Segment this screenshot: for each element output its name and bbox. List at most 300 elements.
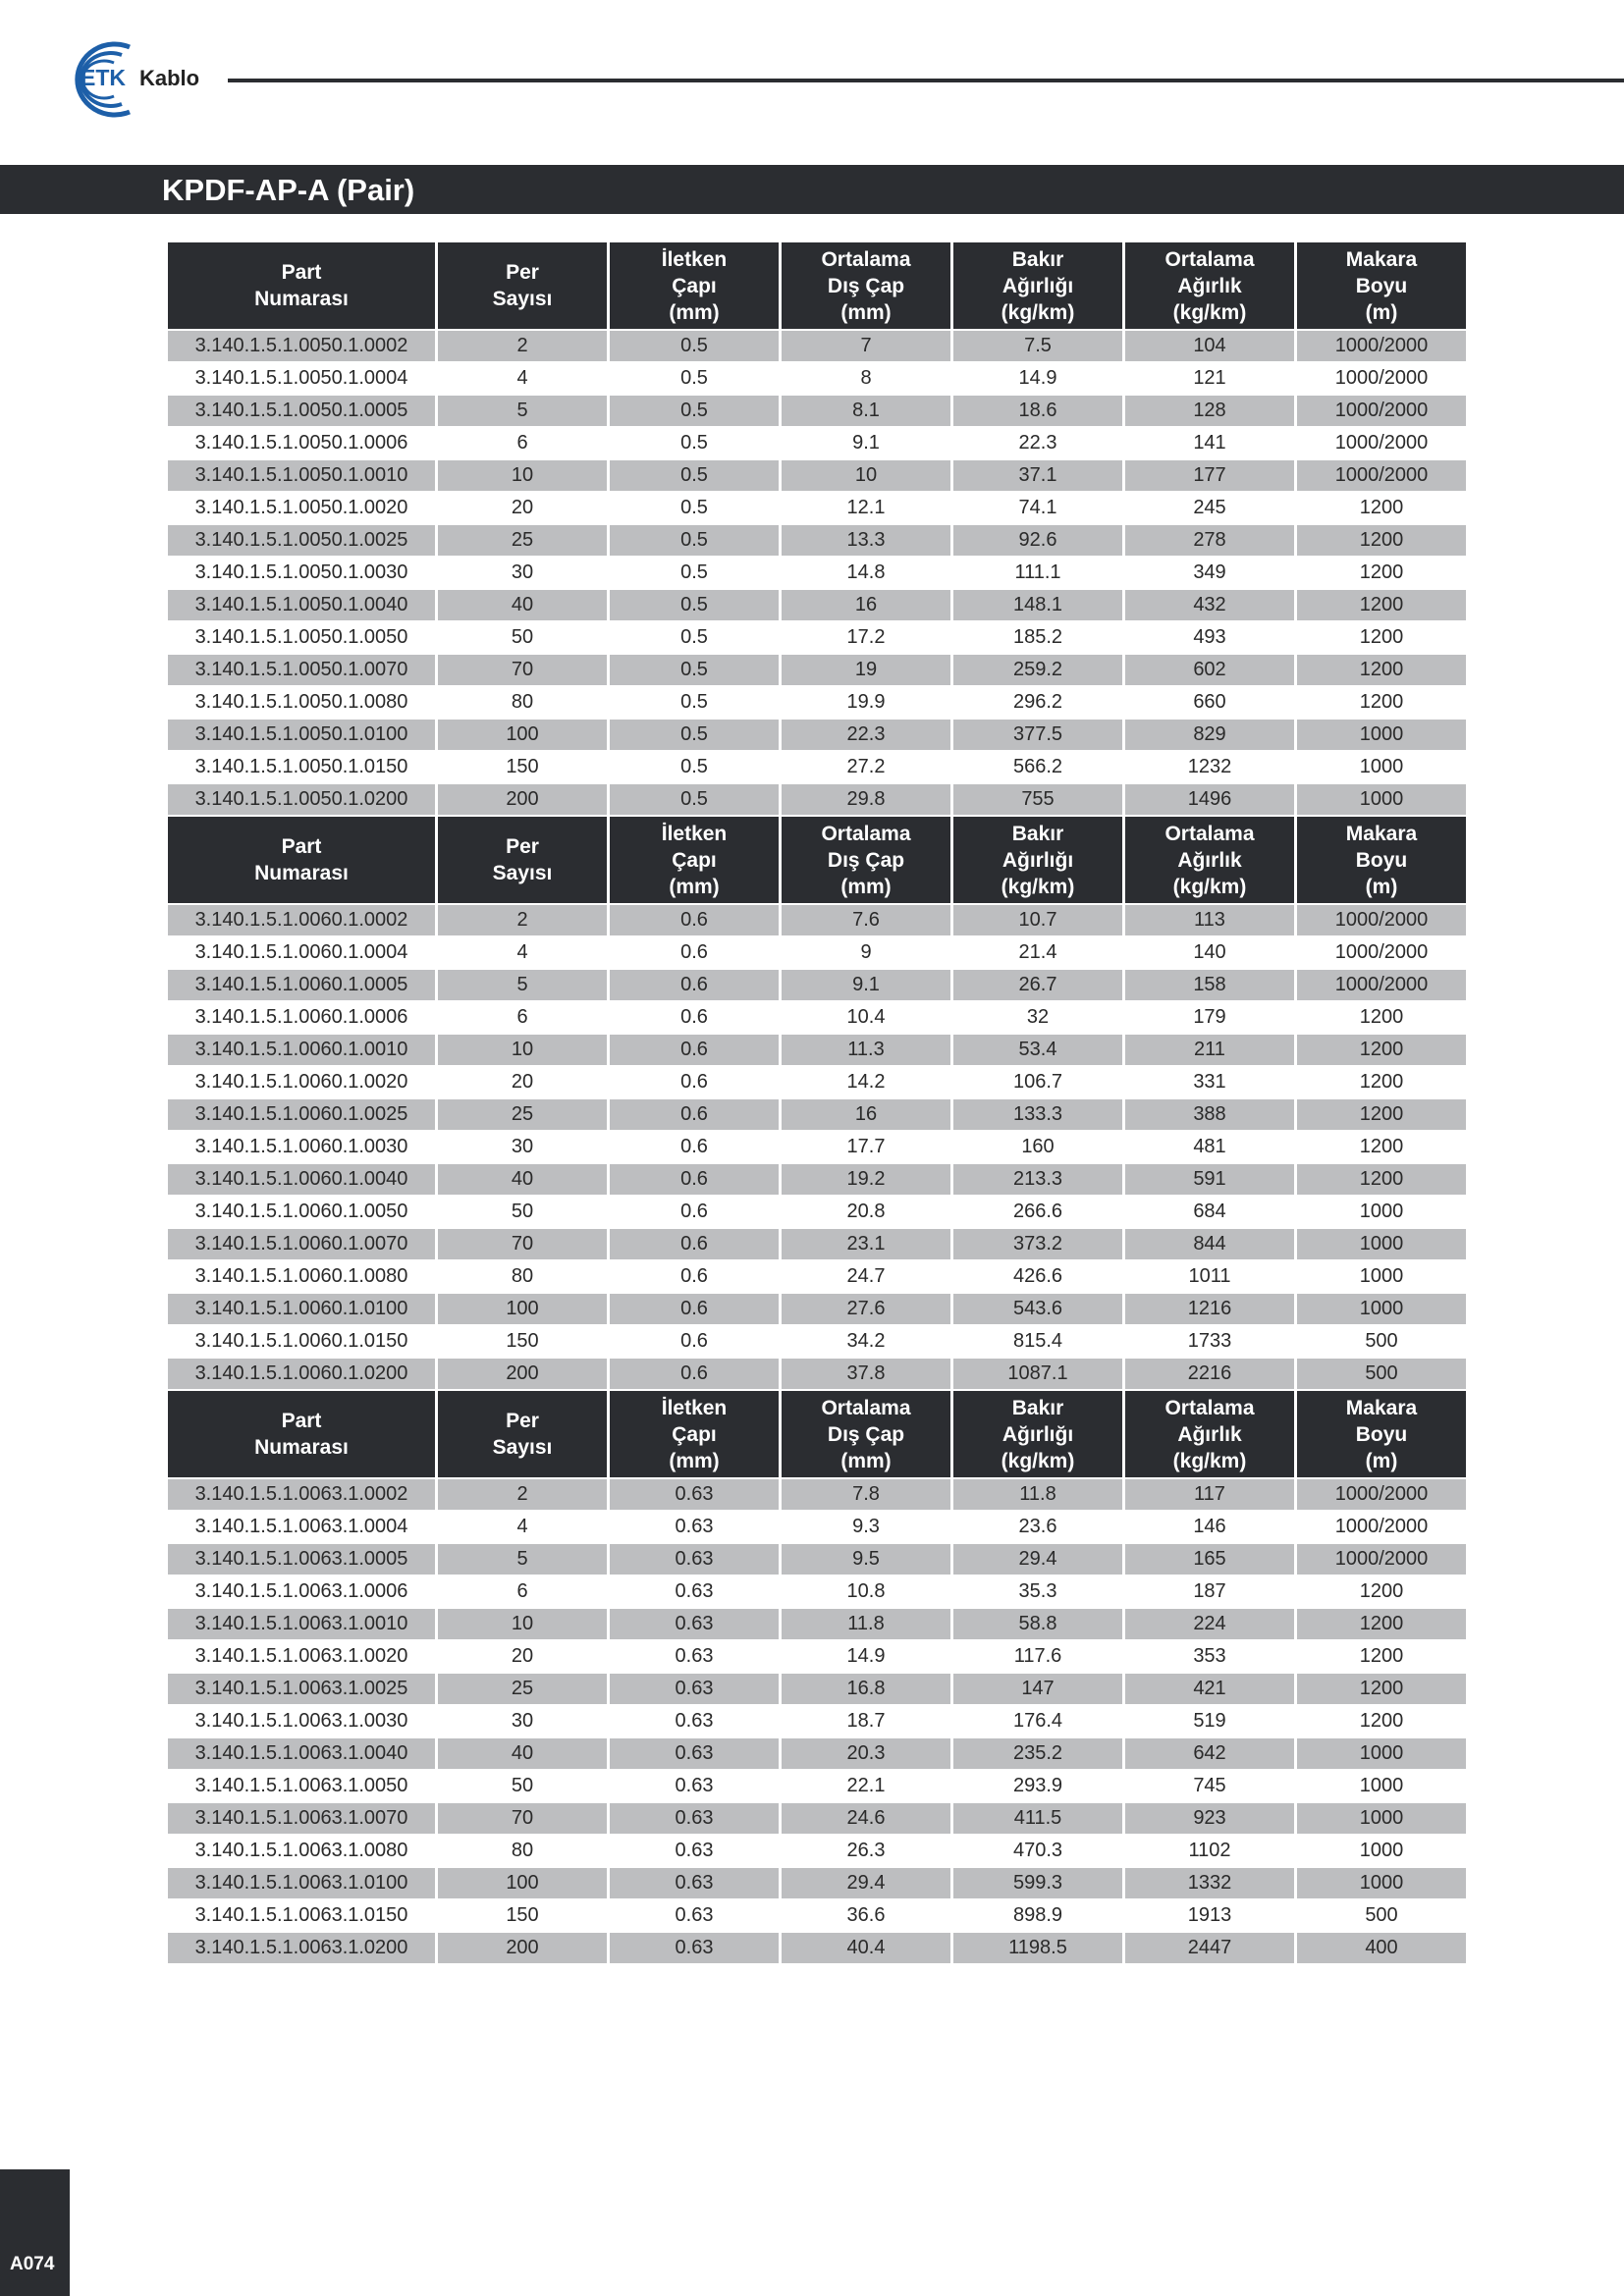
table-row xyxy=(168,970,1466,1000)
cell-part-number: 3.140.1.5.1.0060.1.0020 xyxy=(168,1067,435,1097)
cell-conductor-diameter: 0.6 xyxy=(610,1359,779,1389)
column-header-part-number: Part Numarası xyxy=(168,817,435,903)
cell-reel-length: 1000 xyxy=(1297,720,1466,750)
cell-outer-diameter: 9.1 xyxy=(782,428,950,458)
column-header-average-weight: Ortalama Ağırlık (kg/km) xyxy=(1125,1391,1294,1477)
cell-outer-diameter: 19.2 xyxy=(782,1164,950,1195)
cell-copper-weight: 426.6 xyxy=(953,1261,1122,1292)
table-header-row xyxy=(168,1391,1466,1477)
cell-reel-length: 500 xyxy=(1297,1359,1466,1389)
cell-copper-weight: 26.7 xyxy=(953,970,1122,1000)
table-row xyxy=(168,1479,1466,1510)
table-row xyxy=(168,525,1466,556)
cell-conductor-diameter: 0.6 xyxy=(610,1294,779,1324)
cell-pair-count: 70 xyxy=(438,1229,607,1259)
cell-pair-count: 80 xyxy=(438,1836,607,1866)
cell-reel-length: 1000/2000 xyxy=(1297,331,1466,361)
cell-outer-diameter: 7 xyxy=(782,331,950,361)
cell-copper-weight: 815.4 xyxy=(953,1326,1122,1357)
cell-conductor-diameter: 0.6 xyxy=(610,970,779,1000)
cell-outer-diameter: 36.6 xyxy=(782,1900,950,1931)
cell-part-number: 3.140.1.5.1.0060.1.0040 xyxy=(168,1164,435,1195)
cell-pair-count: 40 xyxy=(438,1738,607,1769)
cell-outer-diameter: 7.6 xyxy=(782,905,950,935)
table-row xyxy=(168,720,1466,750)
cell-conductor-diameter: 0.63 xyxy=(610,1706,779,1736)
column-header-pair-count: Per Sayısı xyxy=(438,817,607,903)
table-row xyxy=(168,655,1466,685)
table-row xyxy=(168,590,1466,620)
table-row xyxy=(168,1609,1466,1639)
cell-conductor-diameter: 0.63 xyxy=(610,1771,779,1801)
cell-conductor-diameter: 0.5 xyxy=(610,363,779,394)
cell-conductor-diameter: 0.63 xyxy=(610,1868,779,1898)
column-header-outer-diameter: Ortalama Dış Çap (mm) xyxy=(782,1391,950,1477)
cell-copper-weight: 32 xyxy=(953,1002,1122,1033)
cell-part-number: 3.140.1.5.1.0050.1.0002 xyxy=(168,331,435,361)
cell-reel-length: 1000/2000 xyxy=(1297,1512,1466,1542)
cell-conductor-diameter: 0.63 xyxy=(610,1933,779,1963)
cell-outer-diameter: 24.7 xyxy=(782,1261,950,1292)
cell-part-number: 3.140.1.5.1.0063.1.0070 xyxy=(168,1803,435,1834)
cell-part-number: 3.140.1.5.1.0050.1.0080 xyxy=(168,687,435,718)
cell-outer-diameter: 40.4 xyxy=(782,1933,950,1963)
cell-reel-length: 500 xyxy=(1297,1900,1466,1931)
cell-outer-diameter: 18.7 xyxy=(782,1706,950,1736)
cell-copper-weight: 1198.5 xyxy=(953,1933,1122,1963)
column-header-conductor-diameter: İletken Çapı (mm) xyxy=(610,1391,779,1477)
cell-conductor-diameter: 0.5 xyxy=(610,460,779,491)
cell-reel-length: 1000 xyxy=(1297,1771,1466,1801)
table-row xyxy=(168,1261,1466,1292)
cell-conductor-diameter: 0.6 xyxy=(610,1099,779,1130)
cell-average-weight: 493 xyxy=(1125,622,1294,653)
cell-average-weight: 1913 xyxy=(1125,1900,1294,1931)
cell-reel-length: 400 xyxy=(1297,1933,1466,1963)
cell-part-number: 3.140.1.5.1.0050.1.0150 xyxy=(168,752,435,782)
cell-average-weight: 684 xyxy=(1125,1197,1294,1227)
table-row xyxy=(168,1641,1466,1672)
title-bar xyxy=(0,165,1624,214)
cell-copper-weight: 106.7 xyxy=(953,1067,1122,1097)
cell-pair-count: 6 xyxy=(438,1002,607,1033)
cell-outer-diameter: 37.8 xyxy=(782,1359,950,1389)
cell-outer-diameter: 8 xyxy=(782,363,950,394)
cell-outer-diameter: 16 xyxy=(782,1099,950,1130)
cell-conductor-diameter: 0.5 xyxy=(610,396,779,426)
column-header-pair-count: Per Sayısı xyxy=(438,242,607,329)
cell-reel-length: 1200 xyxy=(1297,1641,1466,1672)
cell-reel-length: 1000 xyxy=(1297,1261,1466,1292)
cell-outer-diameter: 9.5 xyxy=(782,1544,950,1575)
cell-part-number: 3.140.1.5.1.0063.1.0030 xyxy=(168,1706,435,1736)
table-row xyxy=(168,687,1466,718)
cell-conductor-diameter: 0.6 xyxy=(610,1164,779,1195)
cell-reel-length: 1200 xyxy=(1297,1576,1466,1607)
logo-kablo-text: Kablo xyxy=(139,66,200,90)
cell-reel-length: 1000/2000 xyxy=(1297,396,1466,426)
cell-outer-diameter: 9.3 xyxy=(782,1512,950,1542)
cell-part-number: 3.140.1.5.1.0060.1.0150 xyxy=(168,1326,435,1357)
cell-part-number: 3.140.1.5.1.0060.1.0070 xyxy=(168,1229,435,1259)
cell-average-weight: 2447 xyxy=(1125,1933,1294,1963)
cell-part-number: 3.140.1.5.1.0063.1.0150 xyxy=(168,1900,435,1931)
cell-pair-count: 20 xyxy=(438,1067,607,1097)
cell-outer-diameter: 11.3 xyxy=(782,1035,950,1065)
cell-copper-weight: 117.6 xyxy=(953,1641,1122,1672)
cell-copper-weight: 74.1 xyxy=(953,493,1122,523)
cell-outer-diameter: 9.1 xyxy=(782,970,950,1000)
cell-outer-diameter: 20.3 xyxy=(782,1738,950,1769)
column-header-average-weight: Ortalama Ağırlık (kg/km) xyxy=(1125,817,1294,903)
cell-copper-weight: 22.3 xyxy=(953,428,1122,458)
cell-reel-length: 500 xyxy=(1297,1326,1466,1357)
cell-reel-length: 1000/2000 xyxy=(1297,905,1466,935)
cell-part-number: 3.140.1.5.1.0060.1.0002 xyxy=(168,905,435,935)
cell-copper-weight: 133.3 xyxy=(953,1099,1122,1130)
cell-copper-weight: 11.8 xyxy=(953,1479,1122,1510)
cell-pair-count: 200 xyxy=(438,1933,607,1963)
cell-average-weight: 117 xyxy=(1125,1479,1294,1510)
cell-reel-length: 1000/2000 xyxy=(1297,428,1466,458)
table-row xyxy=(168,784,1466,815)
cell-reel-length: 1000/2000 xyxy=(1297,363,1466,394)
table-row xyxy=(168,905,1466,935)
cell-copper-weight: 470.3 xyxy=(953,1836,1122,1866)
cell-outer-diameter: 14.2 xyxy=(782,1067,950,1097)
table-row xyxy=(168,331,1466,361)
cell-outer-diameter: 16 xyxy=(782,590,950,620)
cell-part-number: 3.140.1.5.1.0050.1.0070 xyxy=(168,655,435,685)
cell-average-weight: 141 xyxy=(1125,428,1294,458)
cell-average-weight: 481 xyxy=(1125,1132,1294,1162)
column-header-reel-length: Makara Boyu (m) xyxy=(1297,242,1466,329)
cell-average-weight: 1733 xyxy=(1125,1326,1294,1357)
cell-copper-weight: 37.1 xyxy=(953,460,1122,491)
cell-pair-count: 4 xyxy=(438,1512,607,1542)
cell-conductor-diameter: 0.6 xyxy=(610,937,779,968)
cell-conductor-diameter: 0.6 xyxy=(610,1002,779,1033)
cell-average-weight: 224 xyxy=(1125,1609,1294,1639)
cell-average-weight: 187 xyxy=(1125,1576,1294,1607)
cell-average-weight: 331 xyxy=(1125,1067,1294,1097)
cell-pair-count: 80 xyxy=(438,1261,607,1292)
cell-reel-length: 1000 xyxy=(1297,784,1466,815)
cell-reel-length: 1000/2000 xyxy=(1297,460,1466,491)
cell-pair-count: 20 xyxy=(438,493,607,523)
cell-pair-count: 50 xyxy=(438,622,607,653)
cell-outer-diameter: 14.9 xyxy=(782,1641,950,1672)
cell-average-weight: 165 xyxy=(1125,1544,1294,1575)
table-row xyxy=(168,1674,1466,1704)
table-row xyxy=(168,1359,1466,1389)
cell-reel-length: 1200 xyxy=(1297,1132,1466,1162)
cell-pair-count: 6 xyxy=(438,1576,607,1607)
cell-conductor-diameter: 0.5 xyxy=(610,687,779,718)
cell-part-number: 3.140.1.5.1.0060.1.0010 xyxy=(168,1035,435,1065)
cell-copper-weight: 259.2 xyxy=(953,655,1122,685)
cell-outer-diameter: 19.9 xyxy=(782,687,950,718)
cell-copper-weight: 176.4 xyxy=(953,1706,1122,1736)
column-header-copper-weight: Bakır Ağırlığı (kg/km) xyxy=(953,242,1122,329)
cell-average-weight: 245 xyxy=(1125,493,1294,523)
cell-pair-count: 50 xyxy=(438,1197,607,1227)
cell-part-number: 3.140.1.5.1.0050.1.0040 xyxy=(168,590,435,620)
cell-pair-count: 5 xyxy=(438,970,607,1000)
cell-copper-weight: 755 xyxy=(953,784,1122,815)
cell-average-weight: 432 xyxy=(1125,590,1294,620)
cell-pair-count: 4 xyxy=(438,937,607,968)
cell-copper-weight: 14.9 xyxy=(953,363,1122,394)
cell-copper-weight: 566.2 xyxy=(953,752,1122,782)
cell-pair-count: 70 xyxy=(438,655,607,685)
cell-average-weight: 642 xyxy=(1125,1738,1294,1769)
cell-average-weight: 211 xyxy=(1125,1035,1294,1065)
cell-copper-weight: 543.6 xyxy=(953,1294,1122,1324)
cell-pair-count: 5 xyxy=(438,1544,607,1575)
cell-average-weight: 113 xyxy=(1125,905,1294,935)
cell-copper-weight: 21.4 xyxy=(953,937,1122,968)
cell-reel-length: 1000 xyxy=(1297,752,1466,782)
cell-pair-count: 200 xyxy=(438,1359,607,1389)
cell-pair-count: 150 xyxy=(438,752,607,782)
cell-reel-length: 1000 xyxy=(1297,1738,1466,1769)
cell-part-number: 3.140.1.5.1.0050.1.0004 xyxy=(168,363,435,394)
cell-outer-diameter: 9 xyxy=(782,937,950,968)
cell-pair-count: 25 xyxy=(438,1099,607,1130)
cell-pair-count: 100 xyxy=(438,1294,607,1324)
cell-average-weight: 388 xyxy=(1125,1099,1294,1130)
cell-pair-count: 5 xyxy=(438,396,607,426)
cell-reel-length: 1200 xyxy=(1297,1099,1466,1130)
cell-copper-weight: 235.2 xyxy=(953,1738,1122,1769)
cell-reel-length: 1000 xyxy=(1297,1197,1466,1227)
cell-reel-length: 1000/2000 xyxy=(1297,970,1466,1000)
cell-copper-weight: 29.4 xyxy=(953,1544,1122,1575)
cell-copper-weight: 148.1 xyxy=(953,590,1122,620)
cell-copper-weight: 160 xyxy=(953,1132,1122,1162)
cell-pair-count: 100 xyxy=(438,1868,607,1898)
cell-pair-count: 10 xyxy=(438,1035,607,1065)
table-row xyxy=(168,1067,1466,1097)
cell-conductor-diameter: 0.63 xyxy=(610,1900,779,1931)
cell-part-number: 3.140.1.5.1.0063.1.0050 xyxy=(168,1771,435,1801)
cell-part-number: 3.140.1.5.1.0060.1.0080 xyxy=(168,1261,435,1292)
column-header-copper-weight: Bakır Ağırlığı (kg/km) xyxy=(953,817,1122,903)
cell-copper-weight: 373.2 xyxy=(953,1229,1122,1259)
cell-average-weight: 591 xyxy=(1125,1164,1294,1195)
cell-pair-count: 20 xyxy=(438,1641,607,1672)
cell-pair-count: 30 xyxy=(438,1132,607,1162)
cell-copper-weight: 92.6 xyxy=(953,525,1122,556)
cell-part-number: 3.140.1.5.1.0060.1.0030 xyxy=(168,1132,435,1162)
page-title: KPDF-AP-A (Pair) xyxy=(162,173,415,207)
cell-outer-diameter: 10.4 xyxy=(782,1002,950,1033)
cell-reel-length: 1200 xyxy=(1297,1609,1466,1639)
column-header-outer-diameter: Ortalama Dış Çap (mm) xyxy=(782,817,950,903)
cell-copper-weight: 293.9 xyxy=(953,1771,1122,1801)
cell-pair-count: 150 xyxy=(438,1326,607,1357)
cell-conductor-diameter: 0.5 xyxy=(610,655,779,685)
cell-average-weight: 128 xyxy=(1125,396,1294,426)
cell-pair-count: 2 xyxy=(438,905,607,935)
page-number-box xyxy=(0,2169,70,2296)
cell-part-number: 3.140.1.5.1.0063.1.0010 xyxy=(168,1609,435,1639)
cell-pair-count: 10 xyxy=(438,1609,607,1639)
cell-copper-weight: 53.4 xyxy=(953,1035,1122,1065)
cell-conductor-diameter: 0.63 xyxy=(610,1512,779,1542)
cell-reel-length: 1200 xyxy=(1297,1067,1466,1097)
column-header-part-number: Part Numarası xyxy=(168,1391,435,1477)
cell-pair-count: 30 xyxy=(438,558,607,588)
cell-outer-diameter: 27.2 xyxy=(782,752,950,782)
cell-part-number: 3.140.1.5.1.0063.1.0040 xyxy=(168,1738,435,1769)
cell-copper-weight: 23.6 xyxy=(953,1512,1122,1542)
cell-part-number: 3.140.1.5.1.0063.1.0005 xyxy=(168,1544,435,1575)
cell-copper-weight: 898.9 xyxy=(953,1900,1122,1931)
cell-copper-weight: 377.5 xyxy=(953,720,1122,750)
cell-outer-diameter: 10.8 xyxy=(782,1576,950,1607)
table-row xyxy=(168,493,1466,523)
cell-copper-weight: 35.3 xyxy=(953,1576,1122,1607)
cell-copper-weight: 58.8 xyxy=(953,1609,1122,1639)
page-number: A074 xyxy=(10,2254,55,2274)
cell-outer-diameter: 24.6 xyxy=(782,1803,950,1834)
cell-pair-count: 2 xyxy=(438,331,607,361)
cell-average-weight: 844 xyxy=(1125,1229,1294,1259)
cell-pair-count: 4 xyxy=(438,363,607,394)
cell-average-weight: 421 xyxy=(1125,1674,1294,1704)
table-row xyxy=(168,1544,1466,1575)
cell-conductor-diameter: 0.63 xyxy=(610,1609,779,1639)
cell-part-number: 3.140.1.5.1.0060.1.0004 xyxy=(168,937,435,968)
cell-conductor-diameter: 0.63 xyxy=(610,1576,779,1607)
cell-average-weight: 1496 xyxy=(1125,784,1294,815)
cell-outer-diameter: 29.8 xyxy=(782,784,950,815)
cell-conductor-diameter: 0.6 xyxy=(610,905,779,935)
cell-average-weight: 519 xyxy=(1125,1706,1294,1736)
table-row xyxy=(168,937,1466,968)
cell-part-number: 3.140.1.5.1.0063.1.0002 xyxy=(168,1479,435,1510)
table-row xyxy=(168,1803,1466,1834)
table-row xyxy=(168,1933,1466,1963)
cell-conductor-diameter: 0.63 xyxy=(610,1674,779,1704)
cell-reel-length: 1200 xyxy=(1297,1674,1466,1704)
table-row xyxy=(168,1197,1466,1227)
cell-outer-diameter: 23.1 xyxy=(782,1229,950,1259)
cell-reel-length: 1000/2000 xyxy=(1297,937,1466,968)
cell-pair-count: 6 xyxy=(438,428,607,458)
cell-part-number: 3.140.1.5.1.0063.1.0004 xyxy=(168,1512,435,1542)
table-row xyxy=(168,1512,1466,1542)
cell-outer-diameter: 12.1 xyxy=(782,493,950,523)
cell-reel-length: 1200 xyxy=(1297,1164,1466,1195)
cell-copper-weight: 18.6 xyxy=(953,396,1122,426)
cell-average-weight: 353 xyxy=(1125,1641,1294,1672)
table-header-row xyxy=(168,242,1466,329)
cell-outer-diameter: 8.1 xyxy=(782,396,950,426)
logo-etk-text: ETK xyxy=(81,65,126,90)
cell-average-weight: 660 xyxy=(1125,687,1294,718)
cell-average-weight: 158 xyxy=(1125,970,1294,1000)
cell-reel-length: 1200 xyxy=(1297,655,1466,685)
cell-conductor-diameter: 0.63 xyxy=(610,1803,779,1834)
cell-part-number: 3.140.1.5.1.0050.1.0005 xyxy=(168,396,435,426)
cell-reel-length: 1000 xyxy=(1297,1836,1466,1866)
cell-part-number: 3.140.1.5.1.0060.1.0005 xyxy=(168,970,435,1000)
table-row xyxy=(168,1706,1466,1736)
cell-outer-diameter: 26.3 xyxy=(782,1836,950,1866)
cell-average-weight: 177 xyxy=(1125,460,1294,491)
column-header-copper-weight: Bakır Ağırlığı (kg/km) xyxy=(953,1391,1122,1477)
cell-conductor-diameter: 0.6 xyxy=(610,1229,779,1259)
cell-average-weight: 146 xyxy=(1125,1512,1294,1542)
cell-pair-count: 200 xyxy=(438,784,607,815)
cell-outer-diameter: 17.7 xyxy=(782,1132,950,1162)
cell-conductor-diameter: 0.6 xyxy=(610,1035,779,1065)
table-row xyxy=(168,1132,1466,1162)
cell-part-number: 3.140.1.5.1.0060.1.0100 xyxy=(168,1294,435,1324)
cell-conductor-diameter: 0.63 xyxy=(610,1479,779,1510)
cell-outer-diameter: 22.3 xyxy=(782,720,950,750)
cell-reel-length: 1200 xyxy=(1297,1035,1466,1065)
spec-table xyxy=(165,240,1469,1965)
cell-conductor-diameter: 0.5 xyxy=(610,752,779,782)
cell-reel-length: 1200 xyxy=(1297,622,1466,653)
cell-outer-diameter: 22.1 xyxy=(782,1771,950,1801)
cell-part-number: 3.140.1.5.1.0050.1.0100 xyxy=(168,720,435,750)
table-row xyxy=(168,1164,1466,1195)
table-row xyxy=(168,1229,1466,1259)
cell-copper-weight: 10.7 xyxy=(953,905,1122,935)
cell-outer-diameter: 13.3 xyxy=(782,525,950,556)
cell-outer-diameter: 20.8 xyxy=(782,1197,950,1227)
cell-outer-diameter: 17.2 xyxy=(782,622,950,653)
cell-copper-weight: 185.2 xyxy=(953,622,1122,653)
cell-conductor-diameter: 0.63 xyxy=(610,1738,779,1769)
cell-average-weight: 1232 xyxy=(1125,752,1294,782)
cell-part-number: 3.140.1.5.1.0063.1.0100 xyxy=(168,1868,435,1898)
cell-outer-diameter: 19 xyxy=(782,655,950,685)
column-header-average-weight: Ortalama Ağırlık (kg/km) xyxy=(1125,242,1294,329)
cell-average-weight: 745 xyxy=(1125,1771,1294,1801)
cell-pair-count: 100 xyxy=(438,720,607,750)
cell-copper-weight: 296.2 xyxy=(953,687,1122,718)
cell-conductor-diameter: 0.5 xyxy=(610,428,779,458)
cell-average-weight: 829 xyxy=(1125,720,1294,750)
cell-conductor-diameter: 0.63 xyxy=(610,1544,779,1575)
cell-part-number: 3.140.1.5.1.0050.1.0050 xyxy=(168,622,435,653)
cell-reel-length: 1200 xyxy=(1297,590,1466,620)
cell-part-number: 3.140.1.5.1.0050.1.0200 xyxy=(168,784,435,815)
cell-average-weight: 1216 xyxy=(1125,1294,1294,1324)
table-row xyxy=(168,1294,1466,1324)
cell-part-number: 3.140.1.5.1.0060.1.0200 xyxy=(168,1359,435,1389)
table-row xyxy=(168,1326,1466,1357)
cell-reel-length: 1200 xyxy=(1297,493,1466,523)
cell-conductor-diameter: 0.5 xyxy=(610,525,779,556)
column-header-conductor-diameter: İletken Çapı (mm) xyxy=(610,817,779,903)
table-row xyxy=(168,1002,1466,1033)
cell-average-weight: 1011 xyxy=(1125,1261,1294,1292)
cell-part-number: 3.140.1.5.1.0060.1.0050 xyxy=(168,1197,435,1227)
cell-average-weight: 1102 xyxy=(1125,1836,1294,1866)
cell-conductor-diameter: 0.6 xyxy=(610,1197,779,1227)
column-header-reel-length: Makara Boyu (m) xyxy=(1297,817,1466,903)
cell-reel-length: 1200 xyxy=(1297,1706,1466,1736)
cell-average-weight: 2216 xyxy=(1125,1359,1294,1389)
cell-reel-length: 1000 xyxy=(1297,1868,1466,1898)
